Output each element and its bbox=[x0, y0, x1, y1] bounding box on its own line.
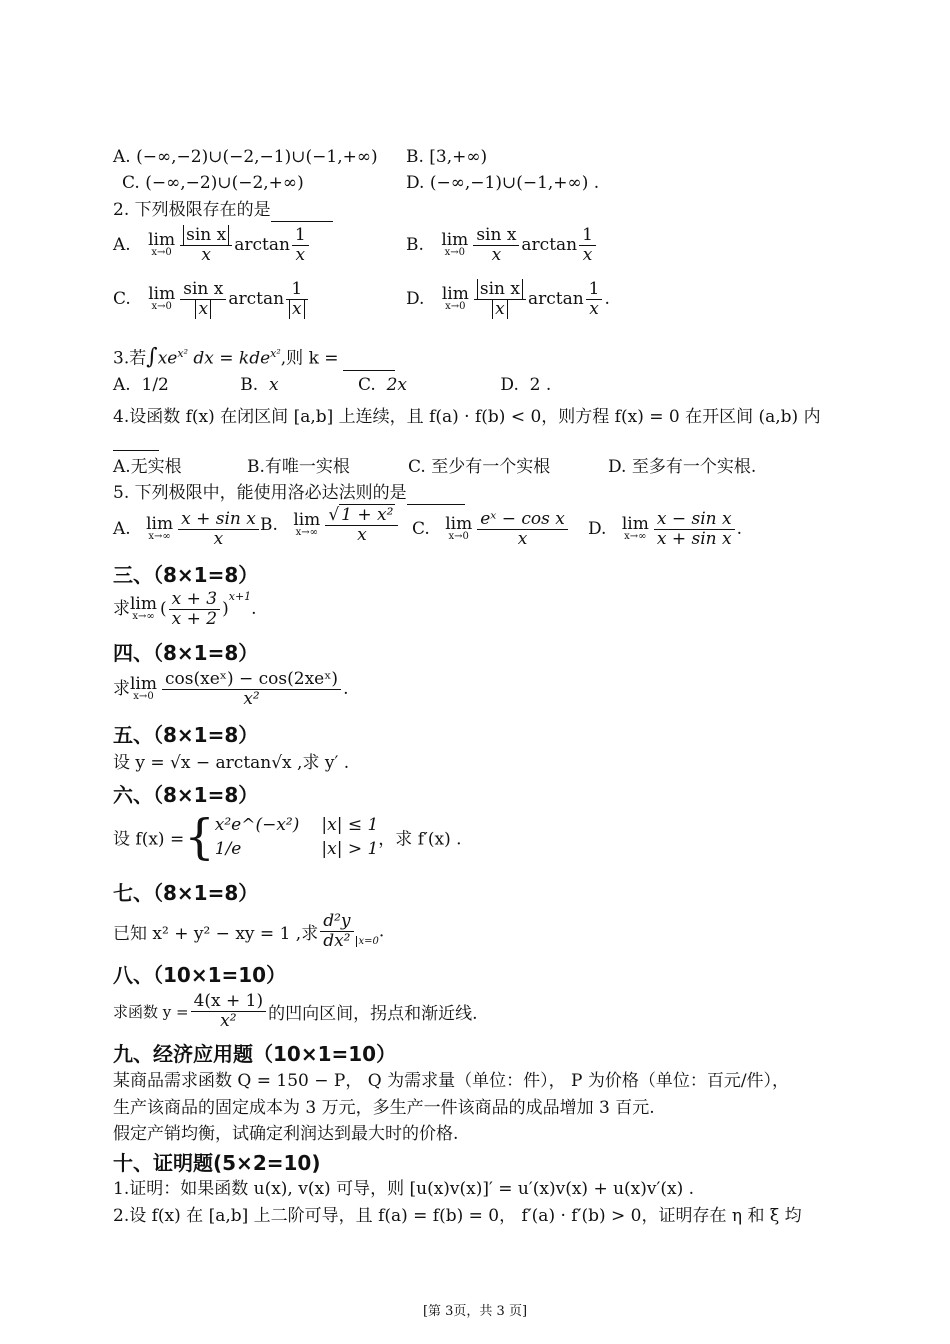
lim-operator: lim x→0 bbox=[148, 284, 176, 312]
fraction: $\frac{\text{sin x}}{x}$ bbox=[474, 280, 526, 319]
answer-blank bbox=[113, 432, 159, 451]
problem-10-line-2: 2.设 f(x) 在 [a,b] 上二阶可导，且 f(a) = f(b) = 0， f′(a) · f′(b) > 0，证明存在 η 和 ξ 均 bbox=[113, 1206, 802, 1226]
fraction: $\frac{1}{x}$ bbox=[586, 280, 603, 319]
problem-4: 求lim x→0 $\frac{\text{cos(xeˣ) − cos(2xeˣ)}}{\text{x²}}$ . bbox=[113, 669, 349, 709]
q5-option-d: D. lim x→∞ $\frac{\text{x − sin x}}{\text{x + sin x}}$ . bbox=[588, 509, 742, 549]
q4-option-c: C. 至少有一个实根 bbox=[408, 457, 551, 477]
problem-9-line-3: 假定产销均衡，试确定利润达到最大时的价格. bbox=[113, 1124, 459, 1144]
arctan-text: arctan bbox=[521, 235, 578, 255]
q4-option-a: A.无实根 bbox=[113, 457, 182, 477]
problem-5: 设 y = √x − arctan√x ,求 y′ . bbox=[113, 753, 350, 773]
section-5-heading: 五、（8×1=8） bbox=[113, 723, 259, 747]
q3-option-d: 2 . bbox=[529, 375, 552, 395]
fraction: $\frac{1}{x}$ bbox=[292, 226, 309, 265]
fraction: $\frac{\text{x − sin x}}{\text{x + sin x}}$ bbox=[654, 510, 735, 549]
q5-stem: 5. 下列极限中，能使用洛必达法则的是 bbox=[113, 482, 465, 505]
fraction: $\frac{\text{sin x}}{x}$ bbox=[180, 226, 232, 265]
q2-stem-text: 2. 下列极限存在的是 bbox=[113, 200, 271, 220]
q1-option-c: C. (−∞,−2)∪(−2,+∞) bbox=[122, 173, 304, 193]
lim-operator: lim x→0 bbox=[148, 230, 176, 258]
section-7-heading: 七、（8×1=8） bbox=[113, 881, 259, 905]
fraction: $\frac{\text{eˣ − cos x}}{x}$ bbox=[477, 510, 568, 549]
fraction: $\frac{\text{x + sin x}}{x}$ bbox=[178, 510, 259, 549]
q5-option-c: C. lim x→0 $\frac{\text{eˣ − cos x}}{x}$ bbox=[412, 510, 570, 549]
section-6-heading: 六、（8×1=8） bbox=[113, 783, 259, 807]
answer-blank bbox=[271, 199, 333, 222]
q3-option-a: 1/2 bbox=[141, 375, 169, 395]
fraction: $\frac{1}{x}$ bbox=[579, 226, 596, 265]
q2-stem bbox=[113, 199, 333, 222]
q4-option-d: D. 至多有一个实根. bbox=[608, 457, 757, 477]
problem-3: 求lim x→∞ ( $\frac{x + 3}{x + 2}$ )$^{x+1}$. bbox=[113, 589, 257, 629]
q4-option-b: B.有唯一实根 bbox=[247, 457, 350, 477]
section-10-heading: 十、证明题(5×2=10) bbox=[113, 1151, 321, 1175]
q5-option-b: B. lim x→∞ $\frac{\text{√ 1 + x²}}{x}$ bbox=[260, 506, 400, 545]
fraction: $\frac{\text{√ 1 + x²}}{x}$ bbox=[325, 506, 398, 545]
lim-operator: lim x→0 bbox=[130, 674, 157, 702]
lim-operator: lim x→∞ bbox=[146, 514, 174, 542]
arctan-text: arctan bbox=[228, 289, 285, 309]
q2-d-label: D. bbox=[406, 289, 425, 309]
section-3-heading: 三、（8×1=8） bbox=[113, 563, 259, 587]
problem-9-line-2: 生产该商品的固定成本为 3 万元，多生产一件该商品的成品增加 3 百元. bbox=[113, 1098, 655, 1118]
q3-stem: 3.若$\int xe^{x^2}$ dx = kde$^{x^2}$,则 k = bbox=[113, 343, 395, 371]
fraction: $\frac{1}{x}$ bbox=[286, 280, 308, 319]
q2-option-d: D. lim x→0 $\frac{\text{sin x}}{x}$ arctan $\frac{1}{x}$ . bbox=[406, 279, 610, 319]
problem-10-line-1: 1.证明：如果函数 u(x), v(x) 可导，则 [u(x)v(x)]′ = u′(x)v(x) + u(x)v′(x) . bbox=[113, 1179, 695, 1199]
fraction: $\frac{\text{cos(xeˣ) − cos(2xeˣ)}}{\text{x²}}$ bbox=[162, 670, 341, 709]
answer-blank bbox=[343, 348, 395, 371]
lim-operator: lim x→0 bbox=[445, 514, 473, 542]
page-footer: [第 3页，共 3 页] bbox=[422, 1304, 528, 1319]
q1-option-a: A. (−∞,−2)∪(−2,−1)∪(−1,+∞) bbox=[113, 147, 378, 167]
q3-option-b: x bbox=[268, 375, 279, 395]
q2-option-a bbox=[113, 226, 311, 265]
q4-stem: 4.设函数 f(x) 在闭区间 [a,b] 上连续，且 f(a) · f(b) < 0，则方程 f(x) = 0 在开区间 (a,b) 内 bbox=[113, 407, 821, 427]
q2-c-label: C. bbox=[113, 289, 131, 309]
fraction: $\frac{x + 3}{x + 2}$ bbox=[169, 590, 220, 629]
fraction: $\frac{\text{d²y}}{\text{dx²}}$ bbox=[320, 912, 353, 951]
problem-9-line-1: 某商品需求函数 Q = 150 − P， Q 为需求量（单位：件）， P 为价格（单位：百元/件）， bbox=[113, 1071, 790, 1091]
q2-a-label: A. bbox=[113, 235, 131, 255]
piecewise-values: x²e^(−x²) 1/e bbox=[214, 815, 300, 859]
q3-options: A. 1/2 B. x C. 2x D. 2 . bbox=[113, 375, 552, 395]
q2-b-label: B. bbox=[406, 235, 424, 255]
lim-operator: lim x→∞ bbox=[293, 510, 321, 538]
problem-6: 设 f(x) ={x²e^(−x²) 1/e|x| ≤ 1 |x| > 1，求 f′(x) . bbox=[113, 809, 462, 865]
q1-option-d: D. (−∞,−1)∪(−1,+∞) . bbox=[406, 173, 600, 193]
section-9-heading: 九、经济应用题（10×1=10） bbox=[113, 1042, 397, 1066]
problem-8: 求函数 y = $\frac{4(x + 1)}{\text{x²}}$ 的凹向区间，拐点和渐近线. bbox=[113, 991, 478, 1031]
q3-option-c: 2x bbox=[386, 375, 408, 395]
answer-blank bbox=[407, 482, 465, 505]
problem-7: 已知 x² + y² − xy = 1 ,求 $\frac{\text{d²y}}{\text{dx²}}$ $_{x=0}$. bbox=[113, 911, 385, 951]
section-8-heading: 八、（10×1=10） bbox=[113, 963, 287, 987]
arctan-text: arctan bbox=[234, 235, 290, 255]
lim-operator: lim x→∞ bbox=[621, 514, 649, 542]
q2-option-b bbox=[406, 226, 598, 265]
brace: { bbox=[184, 809, 215, 865]
fraction: $\frac{\text{sin x}}{x}$ bbox=[473, 226, 519, 265]
piecewise-conditions: |x| ≤ 1 |x| > 1 bbox=[321, 815, 379, 859]
arctan-text: arctan bbox=[527, 289, 584, 309]
lim-operator: lim x→0 bbox=[441, 230, 469, 258]
q5-option-a: A. lim x→∞ $\frac{\text{x + sin x}}{x}$ bbox=[113, 510, 261, 549]
section-4-heading: 四、（8×1=8） bbox=[113, 641, 259, 665]
fraction: $\frac{4(x + 1)}{\text{x²}}$ bbox=[191, 992, 267, 1031]
lim-operator: lim x→∞ bbox=[130, 594, 157, 622]
q2-option-c bbox=[113, 280, 310, 319]
q1-option-b: B. [3,+∞) bbox=[406, 147, 488, 167]
fraction: $\frac{\text{sin x}}{x}$ bbox=[180, 280, 226, 319]
lim-operator: lim x→0 bbox=[441, 284, 469, 312]
